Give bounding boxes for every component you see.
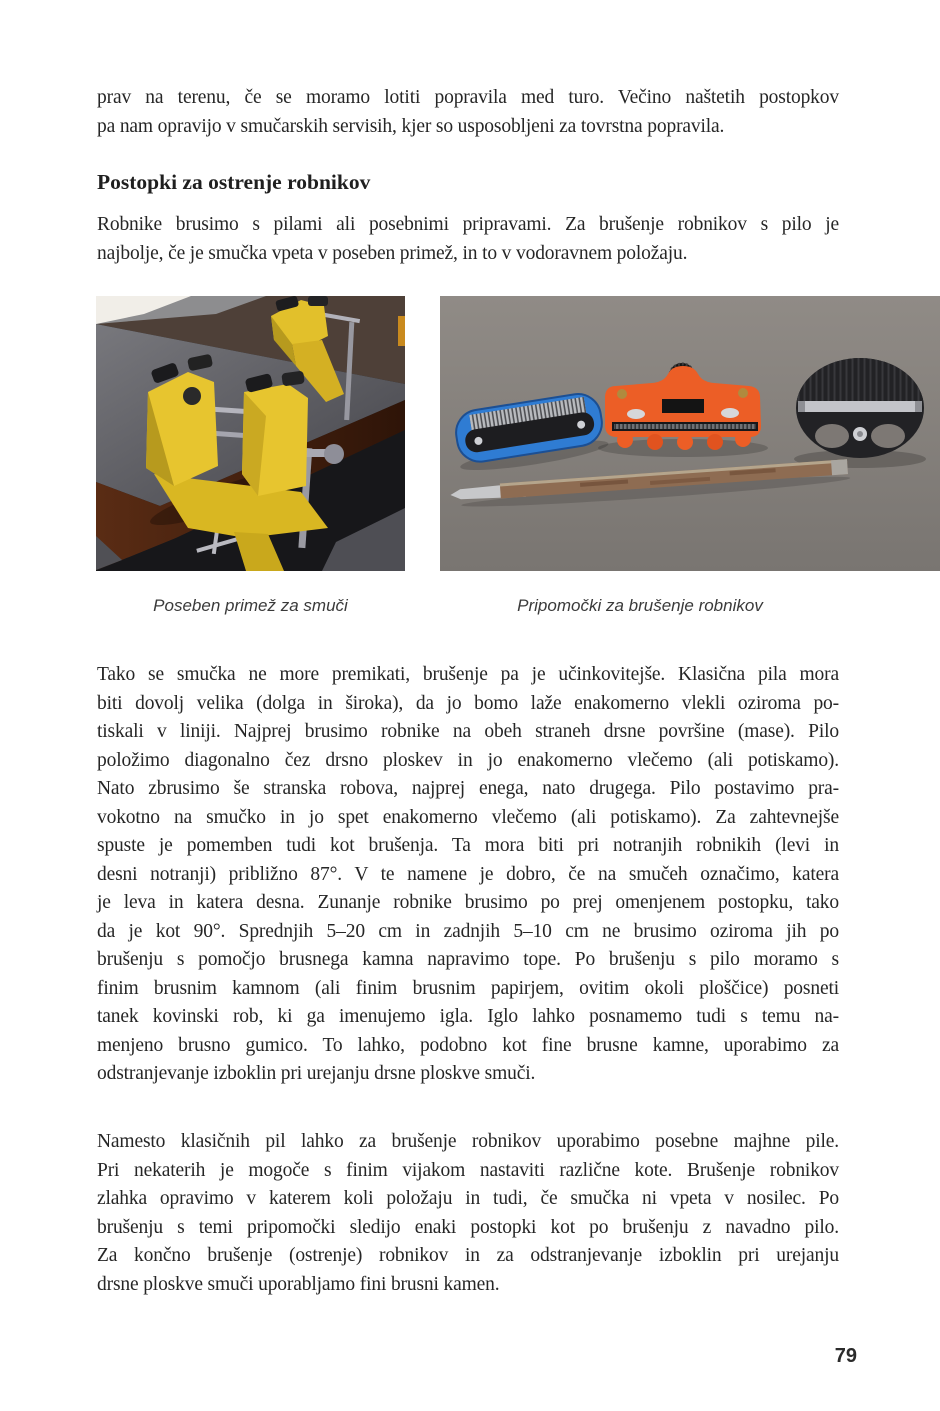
text-line: tanek kovinski rob, ki ga imenujemo igla. Iglo lahko posnamemo tudi s temu na- — [97, 1006, 839, 1027]
text-line: odstranjevanje izboklin pri urejanju drsne ploskve smuči. — [97, 1063, 536, 1084]
text-line: Za končno brušenje (ostrenje) robnikov in za odstranjevanje izboklin pri urejanju — [97, 1245, 839, 1266]
text-line: Pri nekaterih je mogoče s finim vijakom nastaviti različne kote. Brušenje robnikov — [97, 1159, 839, 1181]
figure-caption-edge-tools: Pripomočki za brušenje robnikov — [517, 596, 763, 615]
text-line: brušenju s temi pripomočki sledijo enaki postopki kot po brušenju z navadno pilo. — [97, 1216, 839, 1238]
section-heading: Postopki za ostrenje robnikov — [97, 170, 371, 194]
photo-ski-vises — [96, 296, 405, 571]
text-line: Robnike brusimo s pilami ali posebnimi pripravami. Za brušenje robnikov s pilo je — [97, 214, 839, 235]
text-line: najbolje, če je smučka vpeta v poseben primež, in to v vodoravnem položaju. — [97, 242, 688, 264]
photo-edge-tools — [440, 296, 940, 571]
text-line: drsne ploskve smuči uporabljamo fini brusni kamen. — [97, 1273, 500, 1295]
page-number: 79 — [834, 1345, 857, 1367]
text-line: pa nam opravijo v smučarskih servisih, kjer so usposobljeni za tovrstna popravila. — [97, 115, 725, 137]
body-paragraph-1 — [97, 661, 839, 1089]
text-line: finim brusnim kamnom (ali finim brusnim papirjem, ovitim okoli ploščice) posneti — [97, 977, 839, 999]
text-line: Nato zbrusimo še stranska robova, najprej enega, nato drugega. Pilo postavimo pra- — [97, 778, 839, 799]
section-lead-paragraph — [97, 211, 839, 268]
text-line: desni notranji) približno 87°. V te namene je dobro, če na smučeh označimo, katera — [97, 863, 839, 885]
ski-vises-illustration — [96, 296, 405, 571]
text-line: Namesto klasičnih pil lahko za brušenje robnikov uporabimo posebne majhne pile. — [97, 1131, 839, 1152]
text-line: biti dovolj velika (dolga in široka), da jo bomo laže enakomerno vlekli oziroma po- — [97, 692, 839, 714]
text-line: tiskali v liniji. Najprej brusimo robnike na obeh straneh drsne površine (mase). Pilo — [97, 721, 839, 742]
figure-caption-ski-vise: Poseben primež za smuči — [153, 596, 348, 615]
text-line: vokotno na smučko in jo spet enakomerno vlečemo (ali potiskamo). Za zahtevnejše — [97, 806, 839, 828]
text-line: je leva in katera desna. Zunanje robnike brusimo po prej omenjenem postopku, tako — [97, 892, 839, 913]
text-line: spuste je pomemben tudi kot brušenja. Ta mora biti pri notranjih robnikih (levi in — [97, 835, 839, 856]
text-line: Tako se smučka ne more premikati, brušenje pa je učinkovitejše. Klasična pila mora — [97, 664, 839, 685]
text-line: brušenju s pomočjo brusnega kamna napravimo tope. Po brušenju s pilo moramo s — [97, 949, 839, 970]
edge-tools-illustration — [440, 296, 940, 571]
text-line: menjeno brusno gumico. To lahko, podobno kot fine brusne kamne, uporabimo za — [97, 1034, 839, 1056]
text-line: prav na terenu, če se moramo lotiti popravila med turo. Večino naštetih postopkov — [97, 87, 839, 108]
text-line: zlahka opravimo v katerem koli položaju in tudi, če smučka ni vpeta v nosilec. Po — [97, 1188, 839, 1209]
text-line: da je kot 90°. Sprednjih 5–20 cm in zadnjih 5–10 cm ne brusimo oziroma jih po — [97, 920, 839, 942]
text-line: položimo diagonalno čez drsno ploskev in jo enakomerno vlečemo (ali potiskamo). — [97, 749, 839, 771]
intro-paragraph — [97, 84, 839, 141]
body-paragraph-2 — [97, 1128, 839, 1299]
